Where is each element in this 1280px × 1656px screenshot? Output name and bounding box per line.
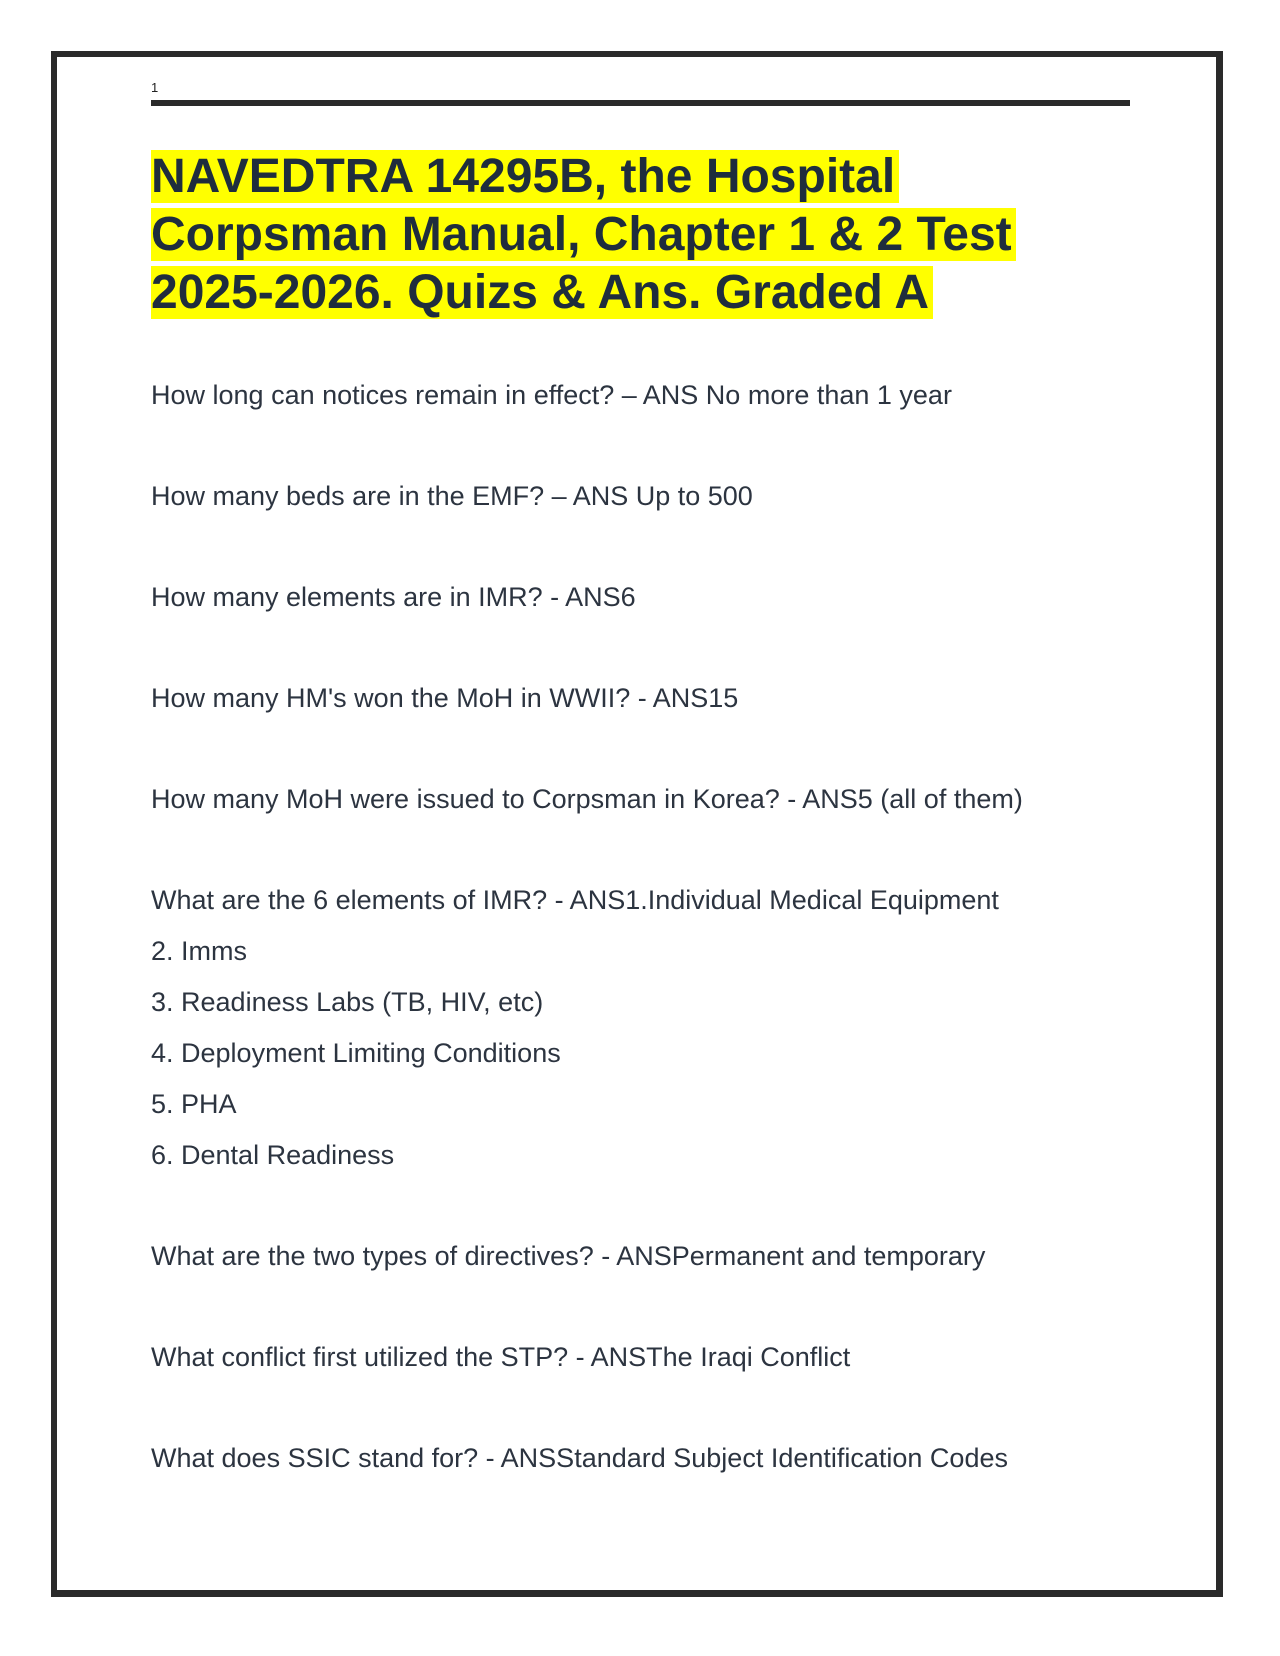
- header-rule: [151, 100, 1130, 106]
- qa-item: [151, 471, 1131, 522]
- qa-item: [151, 1231, 1131, 1282]
- qa-text: How many MoH were issued to Corpsman in Korea? - ANS5 (all of them): [151, 784, 1023, 814]
- qa-list-line: 3. Readiness Labs (TB, HIV, etc): [151, 987, 544, 1017]
- qa-text: What are the 6 elements of IMR? - ANS1.Individual Medical Equipment: [151, 885, 999, 915]
- qa-list-line: 6. Dental Readiness: [151, 1140, 395, 1170]
- title-line: 2025-2026. Quizs & Ans. Graded A: [151, 266, 933, 319]
- qa-text: How many HM's won the MoH in WWII? - ANS15: [151, 683, 739, 713]
- qa-item: [151, 1433, 1131, 1484]
- qa-list: [151, 370, 1131, 1534]
- qa-item: [151, 774, 1131, 825]
- qa-text: How many beds are in the EMF? – ANS Up to 500: [151, 481, 753, 511]
- page-number: 1: [151, 80, 159, 95]
- qa-text: What does SSIC stand for? - ANSStandard Subject Identification Codes: [151, 1443, 1008, 1473]
- qa-text: How long can notices remain in effect? – ANS No more than 1 year: [151, 380, 952, 410]
- document-title: [151, 148, 1081, 322]
- qa-list-line: 2. Imms: [151, 936, 248, 966]
- qa-list-line: 4. Deployment Limiting Conditions: [151, 1038, 561, 1068]
- title-line: Corpsman Manual, Chapter 1 & 2 Test: [151, 208, 1016, 261]
- qa-text: What conflict first utilized the STP? - ANSThe Iraqi Conflict: [151, 1342, 851, 1372]
- qa-list-line: 5. PHA: [151, 1089, 237, 1119]
- qa-item: [151, 370, 1131, 421]
- qa-item: [151, 572, 1131, 623]
- qa-item: [151, 673, 1131, 724]
- qa-item: [151, 1332, 1131, 1383]
- title-line: NAVEDTRA 14295B, the Hospital: [151, 150, 899, 203]
- qa-text: What are the two types of directives? - ANSPermanent and temporary: [151, 1241, 986, 1271]
- qa-item-list: [151, 875, 1131, 1181]
- qa-text: How many elements are in IMR? - ANS6: [151, 582, 636, 612]
